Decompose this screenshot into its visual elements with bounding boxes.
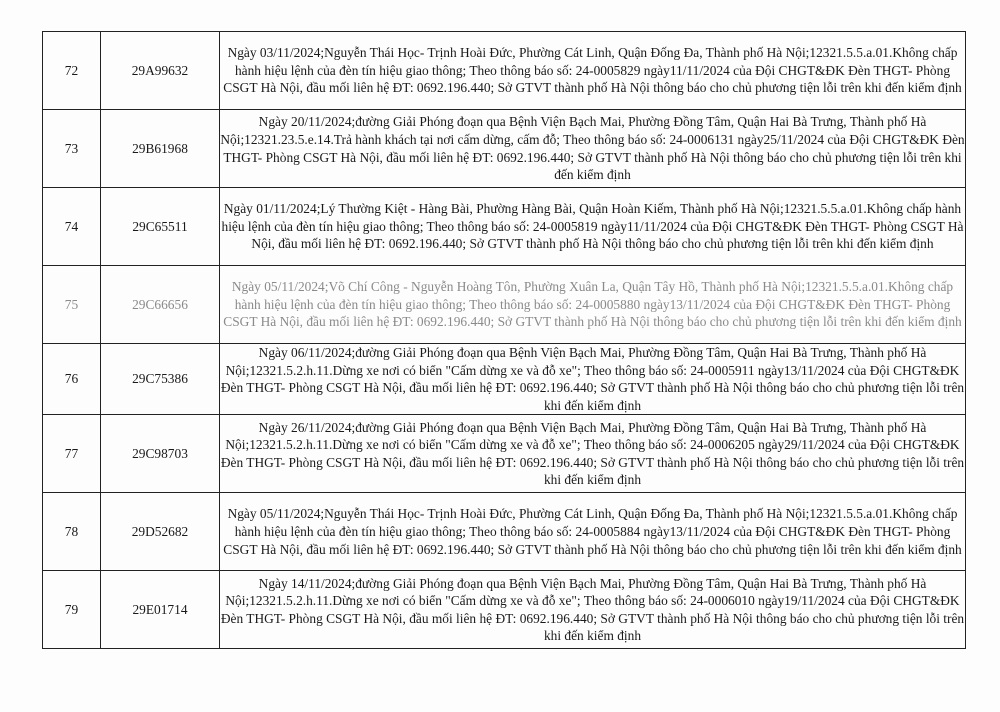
license-plate: 29C65511: [101, 188, 220, 266]
violation-content: Ngày 01/11/2024;Lý Thường Kiệt - Hàng Bài, Phường Hàng Bài, Quận Hoàn Kiếm, Thành phố Hà Nội;12321.5.5.a.01.Không chấp hành hiệu lệnh của đèn tín hiệu giao thông; Theo thông báo số: 24-0005819 ngày11/11/2024 của Đội CHGT&ĐK Đèn THGT- Phòng CSGT Hà Nội, đầu mối liên hệ ĐT: 0692.196.440; Sở GTVT thành phố Hà Nội thông báo cho chủ phương tiện lỗi trên khi đến kiểm định: [220, 188, 966, 266]
violation-content: Ngày 05/11/2024;Võ Chí Công - Nguyễn Hoàng Tôn, Phường Xuân La, Quận Tây Hồ, Thành phố Hà Nội;12321.5.5.a.01.Không chấp hành hiệu lệnh của đèn tín hiệu giao thông; Theo thông báo số: 24-0005880 ngày13/11/2024 của Đội CHGT&ĐK Đèn THGT- Phòng CSGT Hà Nội, đầu mối liên hệ ĐT: 0692.196.440; Sở GTVT thành phố Hà Nội thông báo cho chủ phương tiện lỗi trên khi đến kiểm định: [220, 266, 966, 344]
table-row: [43, 493, 966, 571]
table-row: [43, 344, 966, 415]
table-row: [43, 415, 966, 493]
row-number: 79: [43, 571, 101, 649]
violation-content: Ngày 26/11/2024;đường Giải Phóng đoạn qua Bệnh Viện Bạch Mai, Phường Đồng Tâm, Quận Hai Bà Trưng, Thành phố Hà Nội;12321.5.2.h.11.Dừng xe nơi có biển "Cấm dừng xe và đỗ xe"; Theo thông báo số: 24-0006205 ngày29/11/2024 của Đội CHGT&ĐK Đèn THGT- Phòng CSGT Hà Nội, đầu mối liên hệ ĐT: 0692.196.440; Sở GTVT thành phố Hà Nội thông báo cho chủ phương tiện lỗi trên khi đến kiểm định: [220, 415, 966, 493]
violations-table: [42, 31, 966, 649]
table-row: [43, 571, 966, 649]
row-number: 76: [43, 344, 101, 415]
violation-content: Ngày 06/11/2024;đường Giải Phóng đoạn qua Bệnh Viện Bạch Mai, Phường Đồng Tâm, Quận Hai Bà Trưng, Thành phố Hà Nội;12321.5.2.h.11.Dừng xe nơi có biển "Cấm dừng xe và đỗ xe"; Theo thông báo số: 24-0005911 ngày13/11/2024 của Đội CHGT&ĐK Đèn THGT- Phòng CSGT Hà Nội, đầu mối liên hệ ĐT: 0692.196.440; Sở GTVT thành phố Hà Nội thông báo cho chủ phương tiện lỗi trên khi đến kiểm định: [220, 344, 966, 415]
violation-content: Ngày 20/11/2024;đường Giải Phóng đoạn qua Bệnh Viện Bạch Mai, Phường Đồng Tâm, Quận Hai Bà Trưng, Thành phố Hà Nội;12321.23.5.e.14.Trả hành khách tại nơi cấm dừng, cấm đỗ; Theo thông báo số: 24-0006131 ngày25/11/2024 của Đội CHGT&ĐK Đèn THGT- Phòng CSGT Hà Nội, đầu mối liên hệ ĐT: 0692.196.440; Sở GTVT thành phố Hà Nội thông báo cho chủ phương tiện lỗi trên khi đến kiểm định: [220, 110, 966, 188]
row-number: 75: [43, 266, 101, 344]
table-row: [43, 110, 966, 188]
license-plate: 29B61968: [101, 110, 220, 188]
row-number: 73: [43, 110, 101, 188]
violation-content: Ngày 14/11/2024;đường Giải Phóng đoạn qua Bệnh Viện Bạch Mai, Phường Đồng Tâm, Quận Hai Bà Trưng, Thành phố Hà Nội;12321.5.2.h.11.Dừng xe nơi có biển "Cấm dừng xe và đỗ xe"; Theo thông báo số: 24-0006010 ngày19/11/2024 của Đội CHGT&ĐK Đèn THGT- Phòng CSGT Hà Nội, đầu mối liên hệ ĐT: 0692.196.440; Sở GTVT thành phố Hà Nội thông báo cho chủ phương tiện lỗi trên khi đến kiểm định: [220, 571, 966, 649]
license-plate: 29D52682: [101, 493, 220, 571]
license-plate: 29C98703: [101, 415, 220, 493]
license-plate: 29C75386: [101, 344, 220, 415]
row-number: 78: [43, 493, 101, 571]
row-number: 74: [43, 188, 101, 266]
row-number: 72: [43, 32, 101, 110]
row-number: 77: [43, 415, 101, 493]
violation-content: Ngày 03/11/2024;Nguyễn Thái Học- Trịnh Hoài Đức, Phường Cát Linh, Quận Đống Đa, Thành phố Hà Nội;12321.5.5.a.01.Không chấp hành hiệu lệnh của đèn tín hiệu giao thông; Theo thông báo số: 24-0005829 ngày11/11/2024 của Đội CHGT&ĐK Đèn THGT- Phòng CSGT Hà Nội, đầu mối liên hệ ĐT: 0692.196.440; Sở GTVT thành phố Hà Nội thông báo cho chủ phương tiện lỗi trên khi đến kiểm định: [220, 32, 966, 110]
table-row: [43, 188, 966, 266]
violation-content: Ngày 05/11/2024;Nguyễn Thái Học- Trịnh Hoài Đức, Phường Cát Linh, Quận Đống Đa, Thành phố Hà Nội;12321.5.5.a.01.Không chấp hành hiệu lệnh của đèn tín hiệu giao thông; Theo thông báo số: 24-0005884 ngày13/11/2024 của Đội CHGT&ĐK Đèn THGT- Phòng CSGT Hà Nội, đầu mối liên hệ ĐT: 0692.196.440; Sở GTVT thành phố Hà Nội thông báo cho chủ phương tiện lỗi trên khi đến kiểm định: [220, 493, 966, 571]
table-row: [43, 266, 966, 344]
license-plate: 29C66656: [101, 266, 220, 344]
license-plate: 29E01714: [101, 571, 220, 649]
license-plate: 29A99632: [101, 32, 220, 110]
table-row: [43, 32, 966, 110]
